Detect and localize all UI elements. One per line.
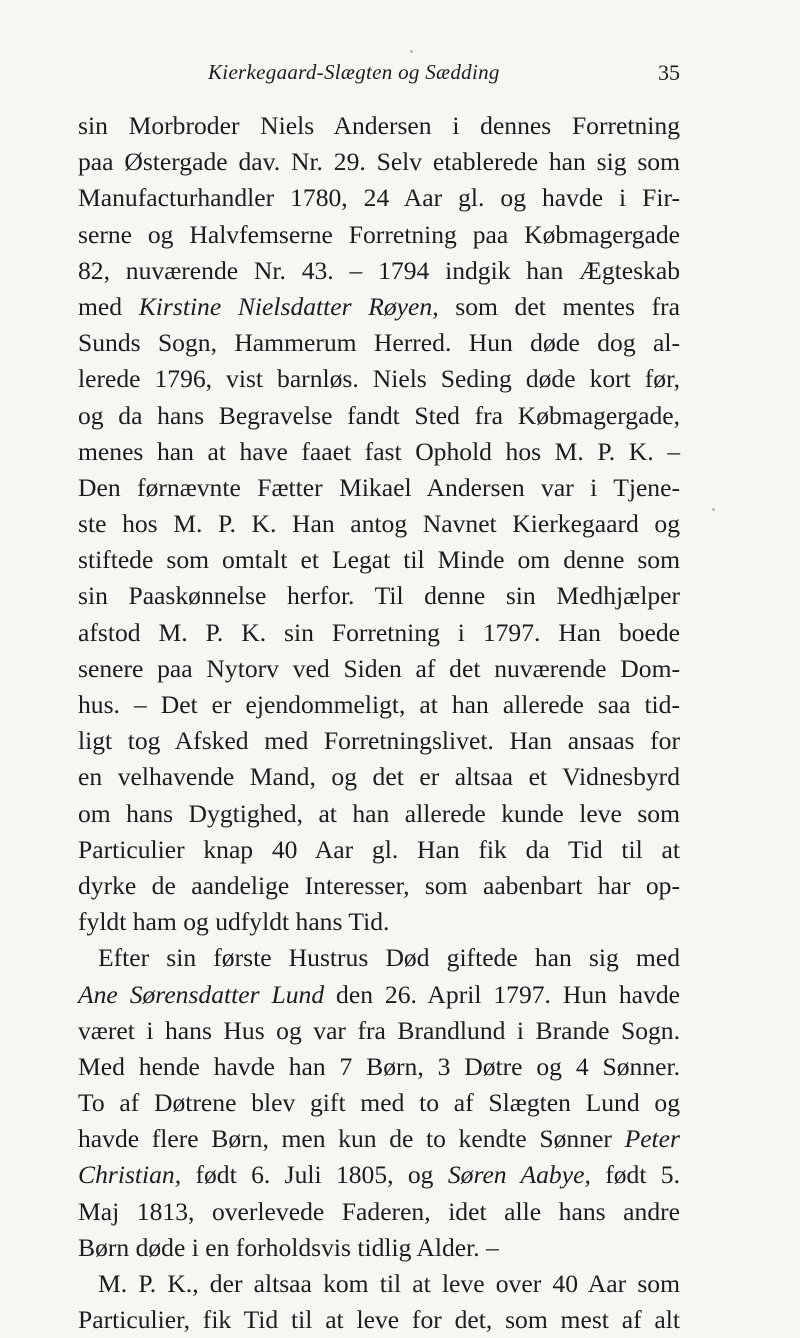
text-line: serne og Halvfemserne Forretning paa Købmagergade — [78, 219, 680, 249]
running-head — [78, 60, 680, 90]
text-line: menes han at have faaet fast Ophold hos M. P. K. – — [78, 436, 680, 466]
text-line: Sunds Sogn, Hammerum Herred. Hun døde dog al- — [78, 328, 680, 358]
running-head-title: Kierkegaard-Slægten og Sædding — [208, 60, 500, 84]
person-name-kirstine: Kirstine Nielsdatter Røyen, — [138, 291, 439, 321]
text-line: sin Paaskønnelse herfor. Til denne sin Medhjælper — [78, 581, 680, 611]
text-line: Particulier, fik Tid til at leve for det, som mest af alt — [78, 1305, 680, 1335]
text-line: sin Morbroder Niels Andersen i dennes Forretning — [78, 111, 680, 140]
text-fragment: som det mentes fra — [455, 291, 681, 321]
text-line: Med hende havde han 7 Børn, 3 Døtre og 4 Sønner. — [78, 1051, 680, 1081]
text-fragment: havde flere Børn, men kun de to kendte Sønner — [78, 1124, 612, 1154]
text-line — [78, 1157, 680, 1193]
paper-speck — [712, 508, 715, 511]
person-name-soren-aabye: Søren Aabye, — [447, 1160, 591, 1190]
text-line: To af Døtrene blev gift med to af Slægten Lund og — [78, 1088, 680, 1118]
paper-speck — [410, 50, 413, 53]
text-line: Particulier knap 40 Aar gl. Han fik da Tid til at — [78, 834, 680, 864]
text-line: Manufacturhandler 1780, 24 Aar gl. og havde i Fir- — [78, 183, 680, 213]
text-line: stiftede som omtalt et Legat til Minde om denne som — [78, 545, 680, 575]
text-line: Den førnævnte Fætter Mikael Andersen var i Tjene- — [78, 472, 680, 502]
person-name-ane: Ane Sørensdatter Lund — [78, 979, 325, 1009]
text-line: senere paa Nytorv ved Siden af det nuværende Dom- — [78, 653, 680, 683]
text-line: hus. – Det er ejendommeligt, at han allerede saa tid- — [78, 690, 680, 719]
text-line: en velhavende Mand, og det er altsaa et Vidnesbyrd — [78, 762, 680, 792]
text-line: om hans Dygtighed, at han allerede kunde leve som — [78, 798, 680, 828]
text-line: Efter sin første Hustrus Død giftede han sig med — [98, 943, 680, 973]
person-name-christian: Christian, — [78, 1160, 182, 1190]
text-line: afstod M. P. K. sin Forretning i 1797. Han boede — [78, 617, 680, 647]
text-line: og da hans Begravelse fandt Sted fra Købmagergade, — [78, 400, 680, 430]
text-line: Børn døde i en forholdsvis tidlig Alder. – — [78, 1232, 499, 1262]
text-line: fyldt ham og udfyldt hans Tid. — [78, 907, 390, 937]
text-line: været i hans Hus og var fra Brandlund i Brande Sogn. — [78, 1015, 680, 1045]
text-line: 82, nuværende Nr. 43. – 1794 indgik han Ægteskab — [78, 255, 680, 285]
text-fragment: den 26. April 1797. Hun havde — [336, 979, 680, 1009]
text-line — [78, 977, 680, 1013]
text-line: lerede 1796, vist barnløs. Niels Seding døde kort før, — [78, 364, 680, 394]
page-number: 35 — [658, 60, 680, 85]
text-line: ste hos M. P. K. Han antog Navnet Kierkegaard og — [78, 509, 680, 539]
text-line: paa Østergade dav. Nr. 29. Selv etablerede han sig som — [78, 147, 680, 177]
person-name-peter: Peter — [624, 1124, 680, 1154]
text-fragment: født 6. Juli 1805, og — [195, 1160, 434, 1190]
text-line: M. P. K., der altsaa kom til at leve over 40 Aar som — [98, 1269, 680, 1298]
text-fragment: født 5. — [605, 1160, 680, 1190]
text-line — [78, 289, 680, 325]
text-line — [78, 1121, 680, 1157]
text-line: Maj 1813, overlevede Faderen, idet alle hans andre — [78, 1196, 680, 1226]
text-line: ligt tog Afsked med Forretningslivet. Han ansaas for — [78, 726, 680, 756]
text-line: dyrke de aandelige Interesser, som aabenbart har op- — [78, 870, 680, 900]
body-text — [78, 108, 680, 1338]
text-fragment: med — [78, 291, 123, 321]
